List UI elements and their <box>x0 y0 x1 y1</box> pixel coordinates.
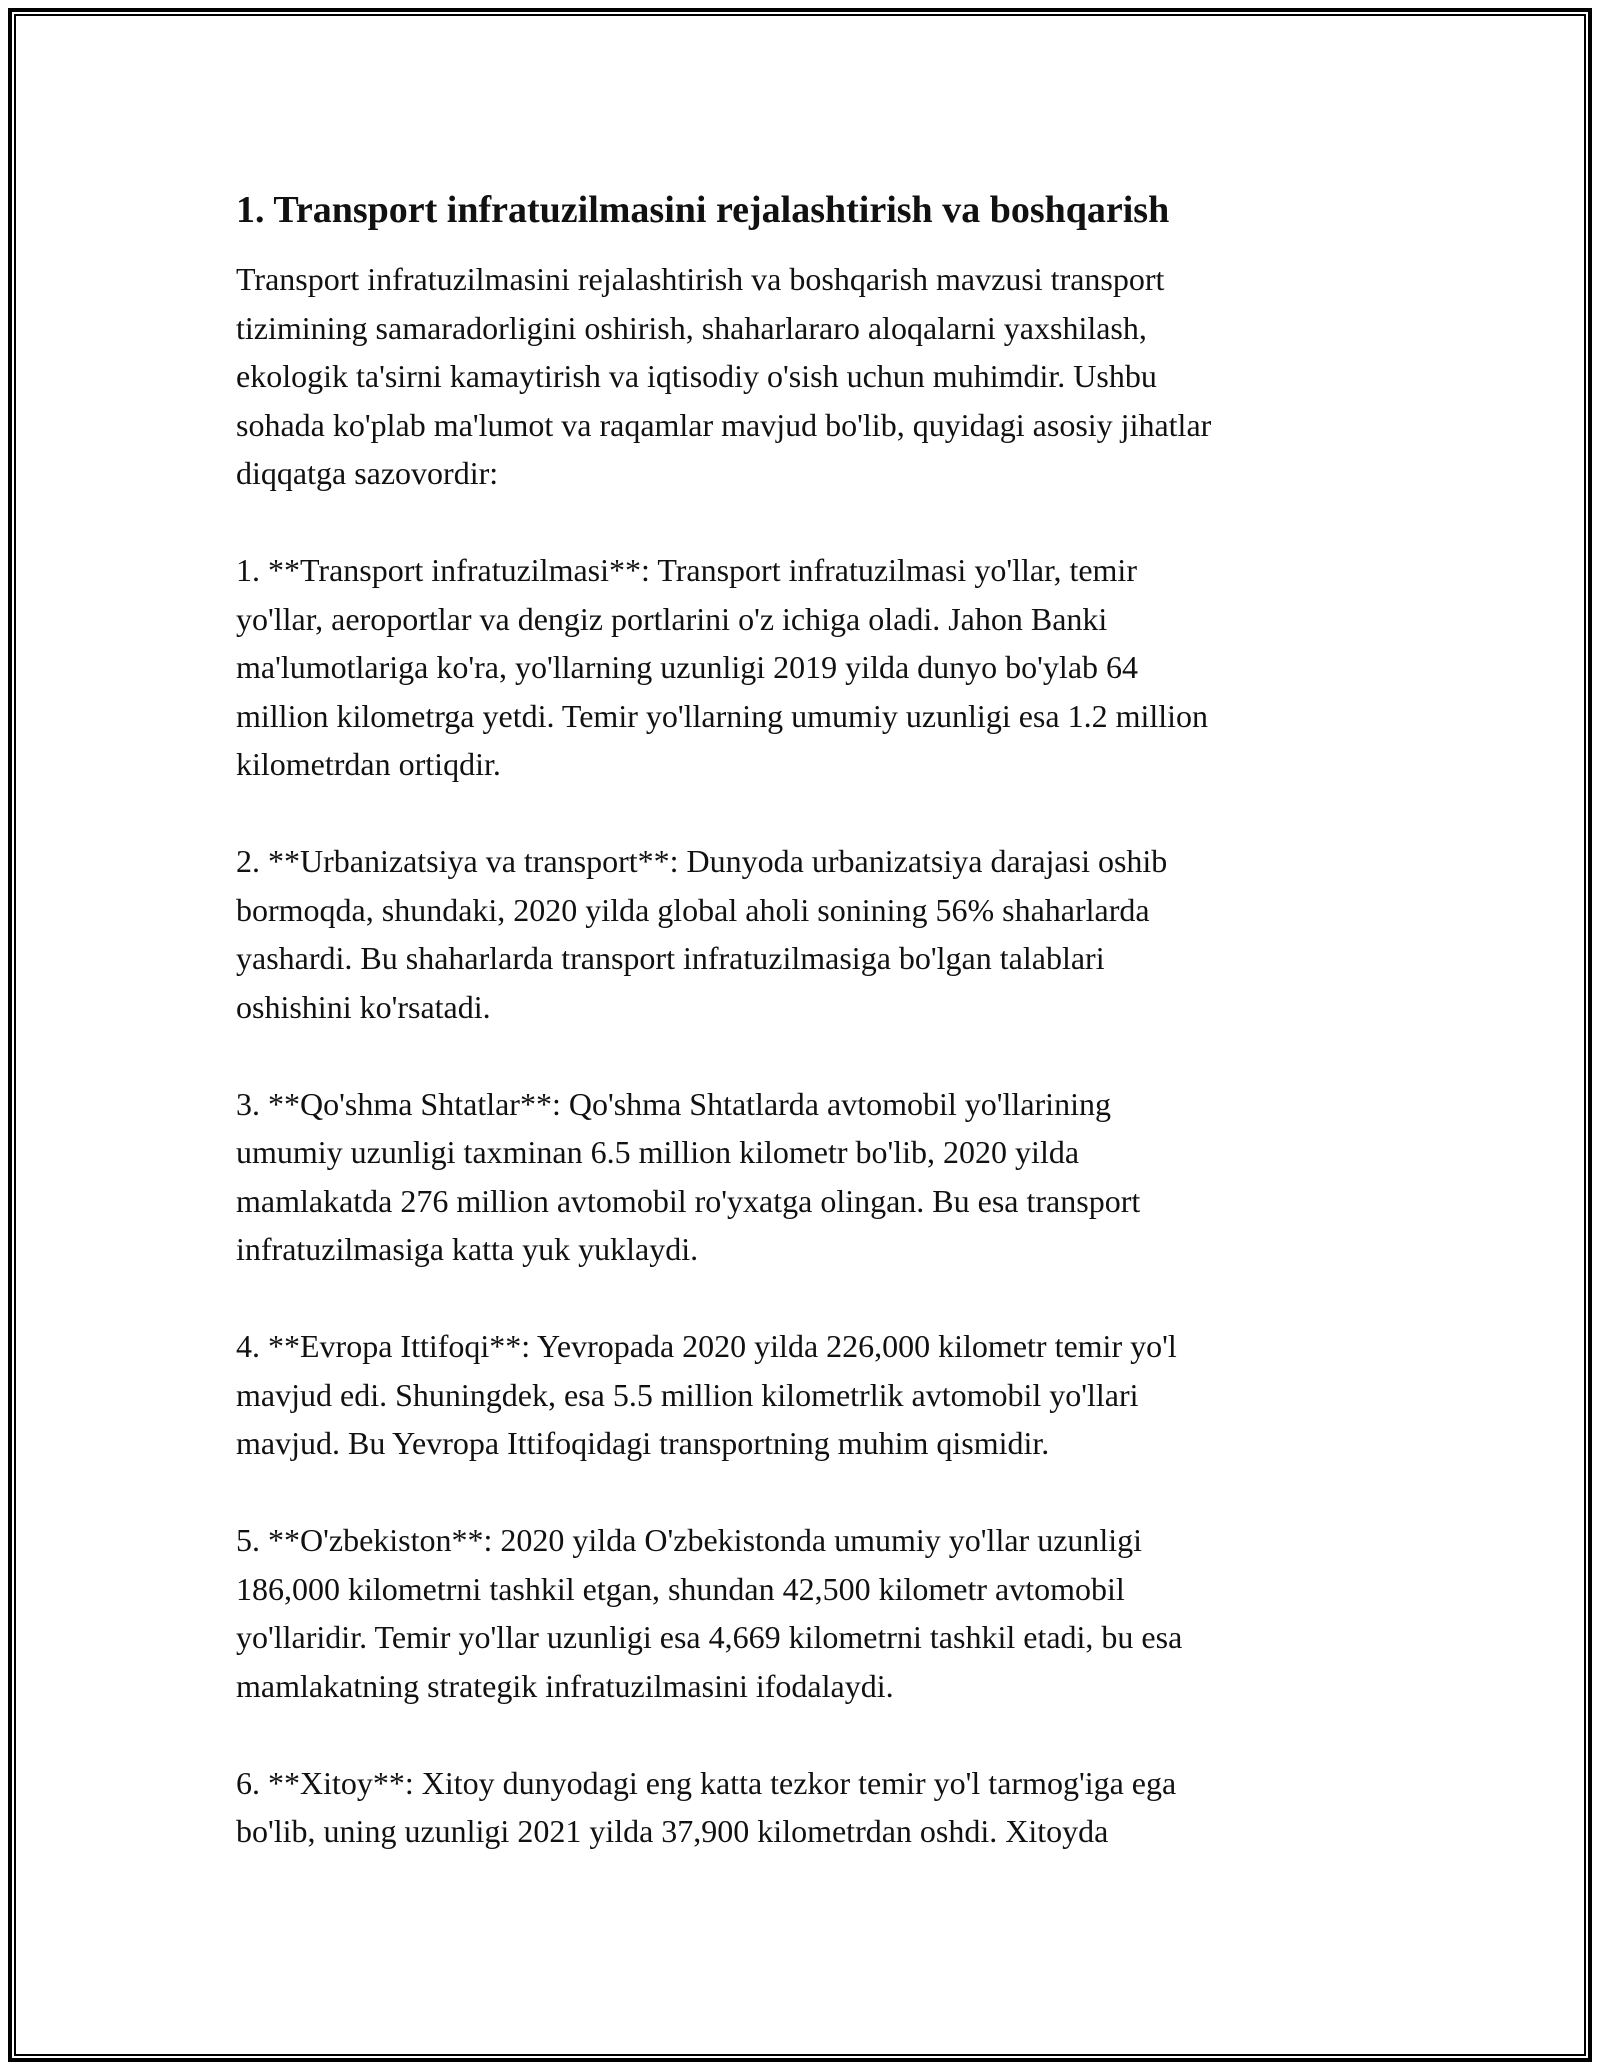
list-item-uzbekistan: 5. **O'zbekiston**: 2020 yilda O'zbekistonda umumiy yo'llar uzunligi 186,000 kilometrni tashkil etgan, shundan 42,500 kilometr avtomobil yo'llaridir. Temir yo'llar uzunligi esa 4,669 kilometrni tashkil etadi, bu esa mamlakatning strategik infratuzilmasini ifodalaydi. <box>236 1522 1183 1704</box>
list-item-transport-infrastructure: 1. **Transport infratuzilmasi**: Transport infratuzilmasi yo'llar, temir yo'llar, aeroportlar va dengiz portlarini o'z ichiga oladi. Jahon Banki ma'lumotlariga ko'ra, yo'llarning uzunligi 2019 yilda dunyo bo'ylab 64 million kilometrga yetdi. Temir yo'llarning umumiy uzunligi esa 1.2 million kilometrdan ortiqdir. <box>236 552 1209 782</box>
list-item-european-union: 4. **Evropa Ittifoqi**: Yevropada 2020 yilda 226,000 kilometr temir yo'l mavjud edi. Shuningdek, esa 5.5 million kilometrlik avtomobil yo'llari mavjud. Bu Yevropa Ittifoqidagi transportning muhim qismidir. <box>236 1328 1177 1461</box>
list-item-united-states: 3. **Qo'shma Shtatlar**: Qo'shma Shtatlarda avtomobil yo'llarining umumiy uzunligi taxminan 6.5 million kilometr bo'lib, 2020 yilda mamlakatda 276 million avtomobil ro'yxatga olingan. Bu esa transport infratuzilmasiga katta yuk yuklaydi. <box>236 1085 1141 1267</box>
list-item-urbanization: 2. **Urbanizatsiya va transport**: Dunyoda urbanizatsiya darajasi oshib bormoqda, shundaki, 2020 yilda global aholi sonining 56% shaharlarda yashardi. Bu shaharlarda transport infratuzilmasiga bo'lgan talablari oshishini ko'rsatadi. <box>236 843 1168 1025</box>
intro-paragraph: Transport infratuzilmasini rejalashtirish va boshqarish mavzusi transport tizimining samaradorligini oshirish, shaharlararo aloqalarni yaxshilash, ekologik ta'sirni kamaytirish va iqtisodiy o'sish uchun muhimdir. Ushbu sohada ko'plab ma'lumot va raqamlar mavjud bo'lib, quyidagi asosiy jihatlar diqqatga sazovordir: <box>236 261 1212 491</box>
document-body <box>236 185 1366 1904</box>
list-item-china: 6. **Xitoy**: Xitoy dunyodagi eng katta tezkor temir yo'l tarmog'iga ega bo'lib, uning uzunligi 2021 yilda 37,900 kilometrdan oshdi. Xitoyda <box>236 1764 1177 1849</box>
document-title: 1. Transport infratuzilmasini rejalashtirish va boshqarish <box>236 189 1170 231</box>
